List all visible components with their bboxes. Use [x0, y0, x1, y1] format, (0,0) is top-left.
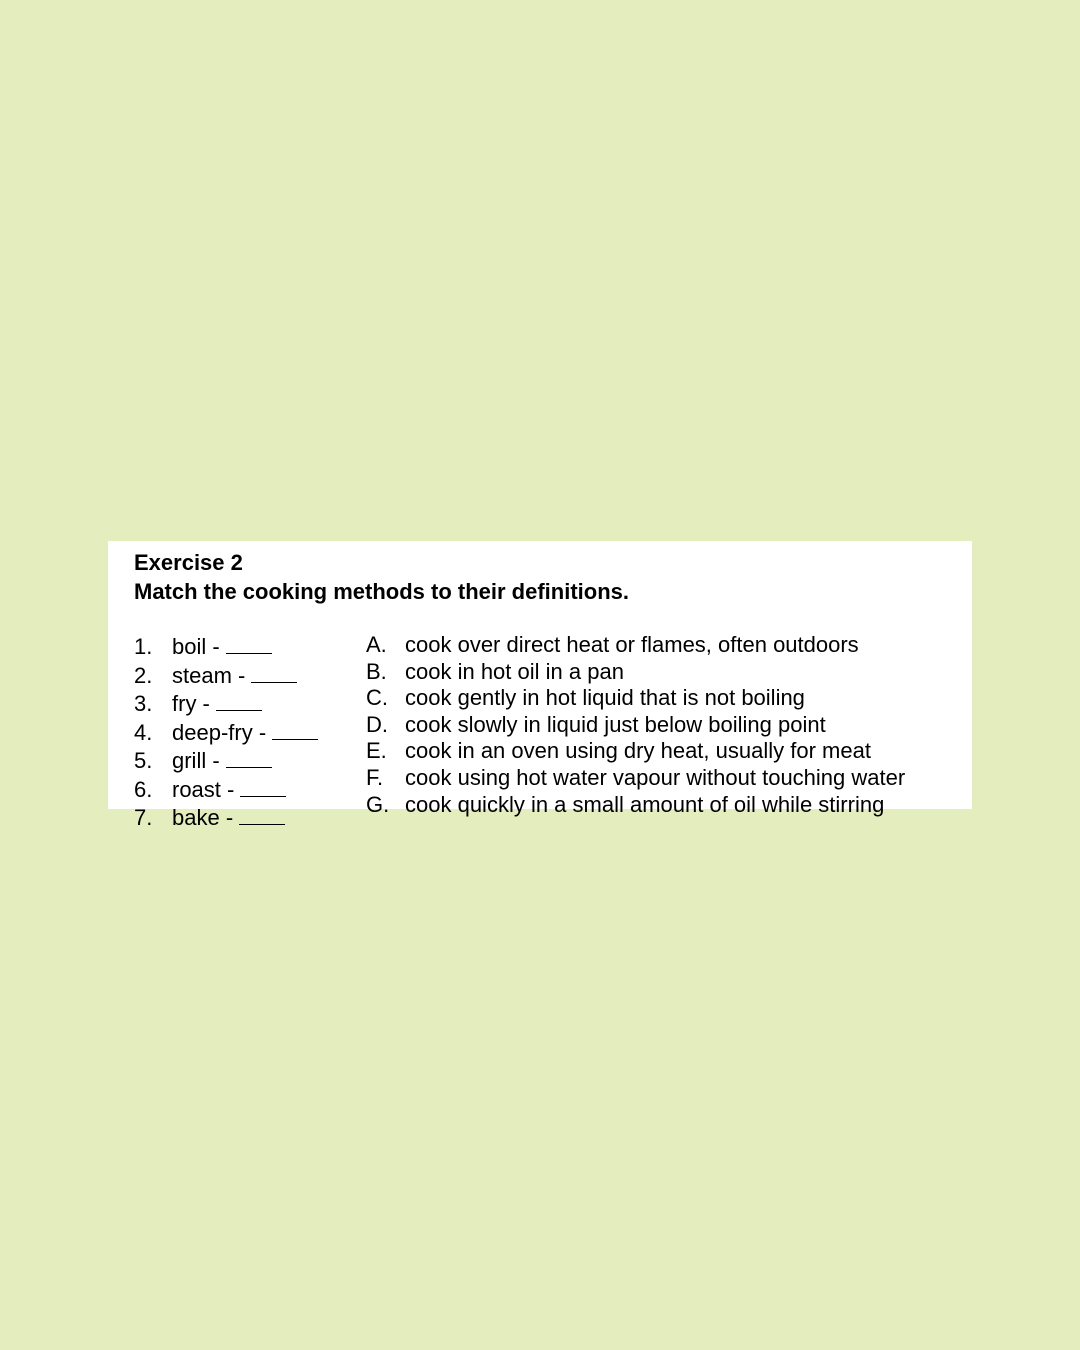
definition-letter: E. — [366, 738, 387, 764]
definition-letter: D. — [366, 711, 388, 737]
exercise-instruction: Match the cooking methods to their definitions. — [134, 579, 630, 604]
method-label: deep-fry - — [172, 719, 267, 745]
definition-text: cook over direct heat or flames, often outdoors — [405, 632, 859, 657]
definition-text: cook in an oven using dry heat, usually for meat — [405, 738, 871, 764]
answer-blank[interactable] — [216, 690, 262, 711]
method-label: grill - — [172, 748, 220, 773]
method-label: roast - — [172, 776, 235, 802]
definition-letter: A. — [366, 632, 387, 657]
exercise-card — [108, 541, 972, 830]
answer-blank[interactable] — [226, 747, 272, 768]
method-label: steam - — [172, 662, 246, 688]
answer-blank[interactable] — [272, 719, 318, 740]
definition-letter: G. — [366, 791, 390, 817]
definition-letter: B. — [366, 658, 387, 684]
exercise-title: Exercise 2 — [134, 550, 243, 575]
method-number: 7. — [134, 805, 153, 830]
method-number: 5. — [134, 748, 153, 773]
method-number: 4. — [134, 719, 153, 745]
definition-text: cook gently in hot liquid that is not boiling — [405, 685, 805, 711]
definition-text: cook quickly in a small amount of oil while stirring — [405, 791, 885, 817]
method-number: 1. — [134, 634, 153, 659]
answer-blank[interactable] — [226, 633, 272, 654]
definition-text: cook using hot water vapour without touching water — [405, 764, 906, 790]
definition-text: cook slowly in liquid just below boiling point — [405, 711, 826, 737]
method-label: fry - — [172, 691, 210, 716]
method-label: boil - — [172, 634, 220, 659]
definition-text: cook in hot oil in a pan — [405, 658, 624, 684]
method-label: bake - — [172, 805, 234, 830]
answer-blank[interactable] — [239, 804, 285, 825]
definition-letter: F. — [366, 764, 384, 790]
definition-letter: C. — [366, 685, 388, 711]
method-number: 6. — [134, 776, 153, 802]
answer-blank[interactable] — [240, 776, 286, 797]
method-number: 2. — [134, 662, 153, 688]
answer-blank[interactable] — [251, 662, 297, 683]
method-number: 3. — [134, 691, 153, 716]
